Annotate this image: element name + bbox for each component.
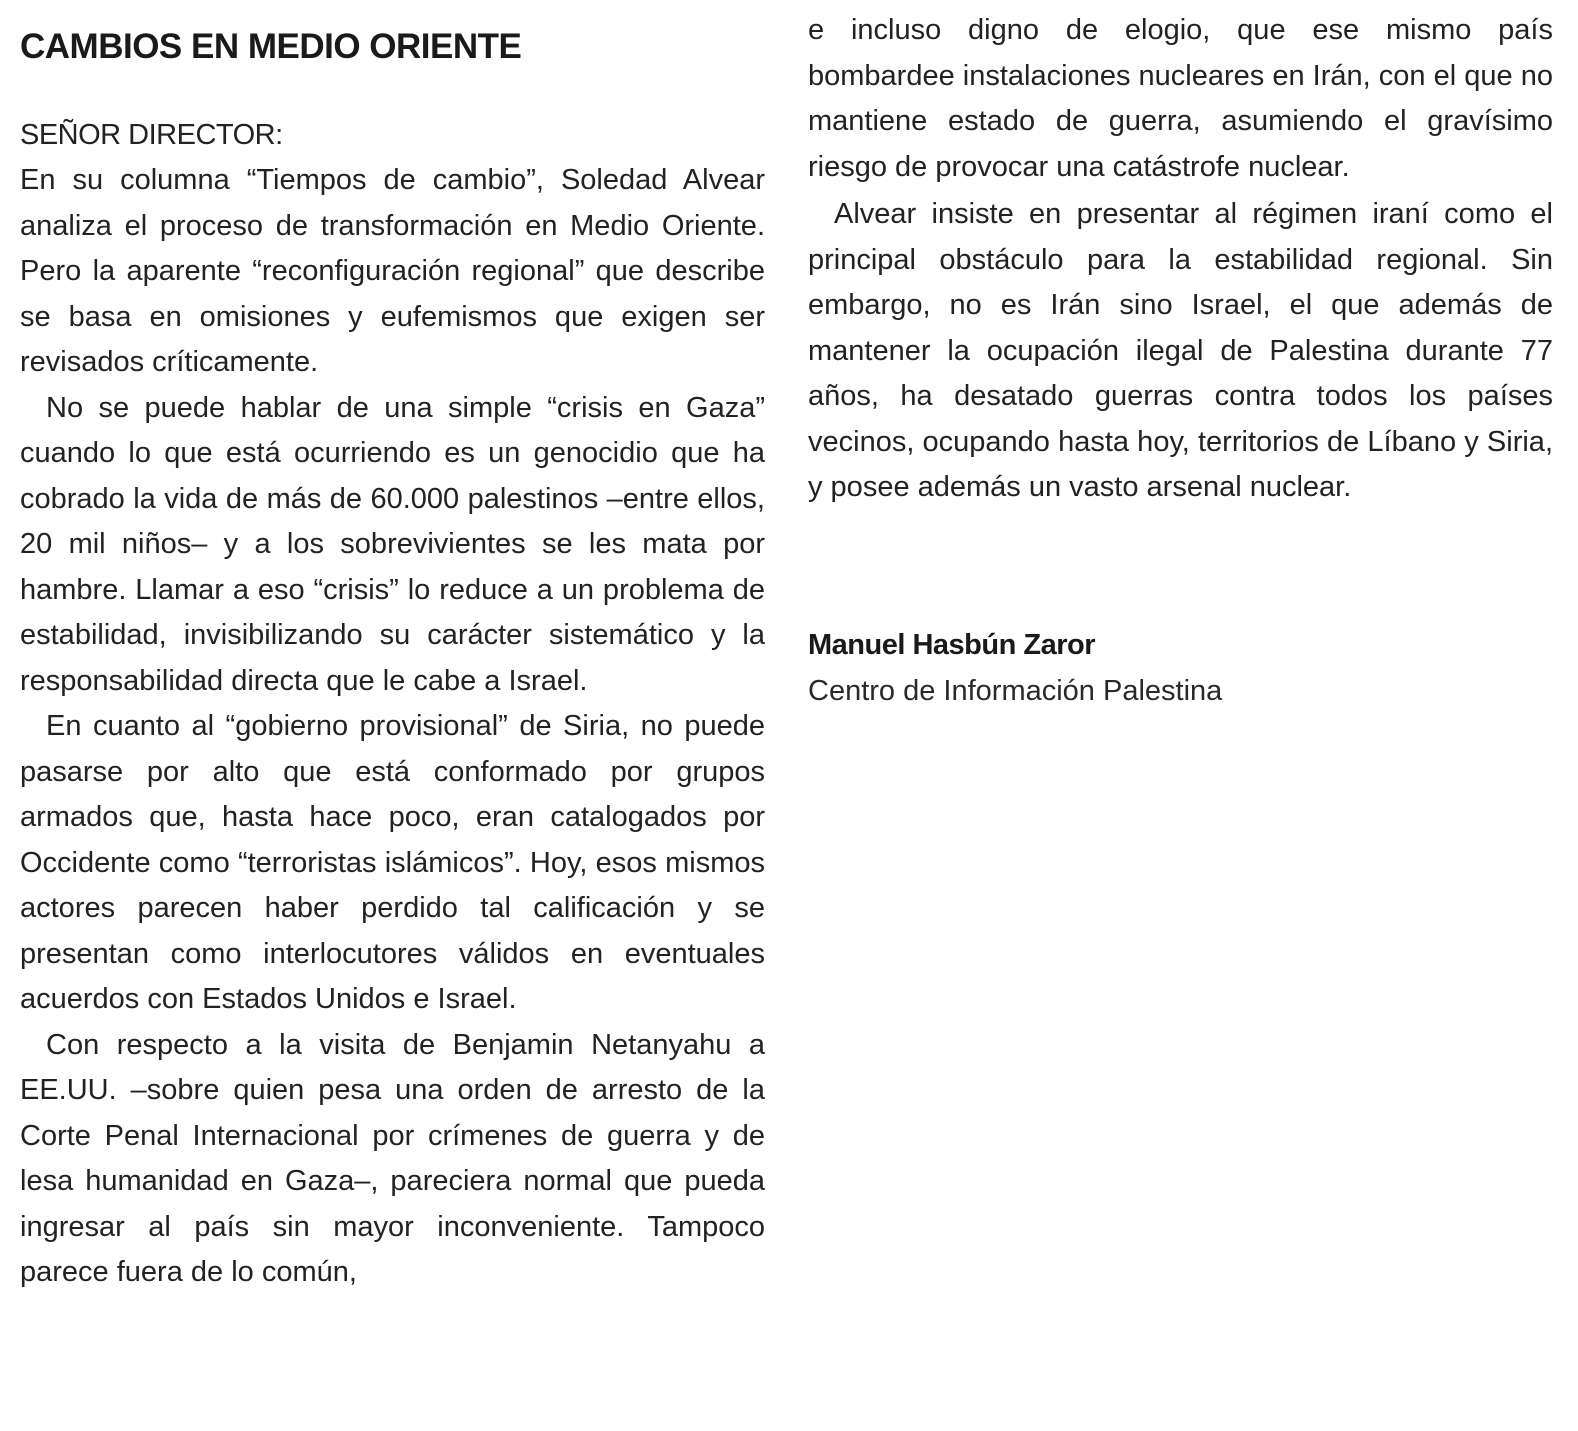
paragraph-6: Alvear insiste en presentar al régimen iraní como el principal obstáculo para la estabilidad regional. Sin embargo, no es Irán sino Israel, el que además de mantener la ocupación ilegal de Palestina durante 77 años, ha desatado guerras contra todos los países vecinos, ocupando hasta hoy, territorios de Líbano y Siria, y posee además un vasto arsenal nuclear. xyxy=(808,198,1553,503)
left-column xyxy=(20,158,765,1296)
paragraph-4: Con respecto a la visita de Benjamin Netanyahu a EE.UU. –sobre quien pesa una orden de arresto de la Corte Penal Internacional por crímenes de guerra y de lesa humanidad en Gaza–, pareciera normal que pueda ingresar al país sin mayor inconveniente. Tampoco parece fuera de lo común, xyxy=(20,1028,765,1288)
salutation: SEÑOR DIRECTOR: xyxy=(20,119,283,151)
paragraph-3: En cuanto al “gobierno provisional” de Siria, no puede pasarse por alto que está conformado por grupos armados que, hasta hace poco, eran catalogados por Occidente como “terroristas islámicos”. Hoy, esos mismos actores parecen haber perdido tal calificación y se presentan como interlocutores válidos en eventuales acuerdos con Estados Unidos e Israel. xyxy=(20,710,765,1015)
headline: CAMBIOS EN MEDIO ORIENTE xyxy=(20,27,522,66)
paragraph-2: No se puede hablar de una simple “crisis en Gaza” cuando lo que está ocurriendo es un genocidio que ha cobrado la vida de más de 60.000 palestinos –entre ellos, 20 mil niños– y a los sobrevivientes se les mata por hambre. Llamar a eso “crisis” lo reduce a un problema de estabilidad, invisibilizando su carácter sistemático y la responsabilidad directa que le cabe a Israel. xyxy=(20,391,765,697)
right-column xyxy=(808,8,1553,511)
paragraph-5: e incluso digno de elogio, que ese mismo país bombardee instalaciones nucleares en Irán, con el que no mantiene estado de guerra, asumiendo el gravísimo riesgo de provocar una catástrofe nuclear. xyxy=(808,14,1553,183)
author-affiliation: Centro de Información Palestina xyxy=(808,675,1223,707)
paragraph-1: En su columna “Tiempos de cambio”, Soledad Alvear analiza el proceso de transformación en Medio Oriente. Pero la aparente “reconfiguración regional” que describe se basa en omisiones y eufemismos que exigen ser revisados críticamente. xyxy=(20,164,765,378)
author-name: Manuel Hasbún Zaror xyxy=(808,629,1095,661)
